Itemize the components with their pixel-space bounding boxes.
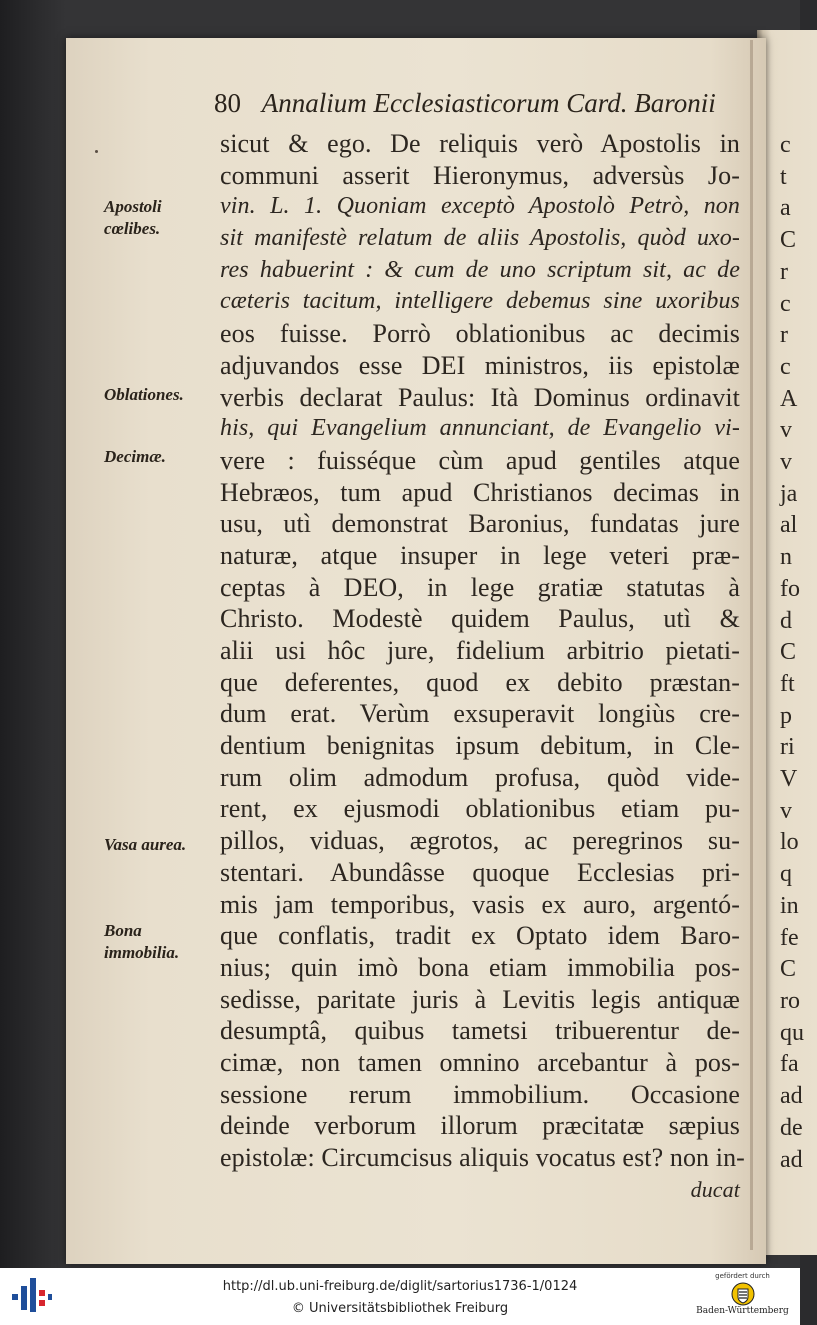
- facing-page-glyph: r: [780, 322, 788, 349]
- margin-note-apostoli: Apostoli cœlibes.: [104, 197, 162, 238]
- facing-page-glyph: v: [780, 417, 792, 444]
- main-text: [220, 128, 745, 1205]
- facing-page-glyph: ro: [780, 987, 800, 1014]
- facing-page-glyph: a: [780, 195, 791, 222]
- facing-page-glyph: fo: [780, 575, 800, 602]
- text-line: eos fuisse. Porrò oblationibus ac decimis: [220, 319, 740, 349]
- facing-page-glyph: lo: [780, 829, 799, 856]
- text-line: usu, utì demonstrat Baronius, fundatas jure: [220, 509, 740, 539]
- facing-page-glyph: in: [780, 892, 799, 919]
- text-line: adjuvandos esse DEI ministros, iis epistolæ: [220, 350, 740, 380]
- text-line: naturæ, atque insuper in lege veteri præ-: [220, 540, 740, 570]
- text-line: rent, ex ejusmodi oblationibus etiam pu-: [220, 794, 740, 824]
- facing-page-glyph: C: [780, 227, 797, 254]
- margin-note-oblationes: Oblationes.: [104, 385, 184, 404]
- facing-page-glyph: C: [780, 639, 797, 666]
- facing-page-glyph: c: [780, 290, 791, 317]
- facing-page-glyph: q: [780, 861, 792, 888]
- facing-page-glyph: ri: [780, 734, 795, 761]
- permalink[interactable]: http://dl.ub.uni-freiburg.de/diglit/sartorius1736-1/0124: [222, 1279, 578, 1294]
- facing-page-glyph: fe: [780, 924, 799, 951]
- facing-page-glyph: C: [780, 956, 797, 983]
- facing-page-glyph: v: [780, 449, 792, 476]
- running-title: Annalium Ecclesiasticorum Card. Baronii: [261, 88, 716, 118]
- margin-note-decimae: Decimæ.: [104, 447, 166, 466]
- text-line: cæteris tacitum, intelligere debemus sine uxoribus: [220, 288, 740, 315]
- running-head: [214, 88, 716, 124]
- text-line: alii usi hôc jure, fidelium arbitrio pietati-: [220, 636, 740, 665]
- funding-badge: [695, 1270, 790, 1323]
- text-line: pillos, viduas, ægrotos, ac peregrinos su-: [220, 826, 740, 856]
- text-line: sit manifestè relatum de aliis Apostolis, quòd uxo-: [220, 225, 740, 252]
- text-line: Hebræos, tum apud Christianos decimas in: [220, 477, 740, 507]
- text-line: ceptas à DEO, in lege gratiæ statutas à: [220, 572, 740, 602]
- state-label: Baden-Württemberg: [696, 1306, 789, 1316]
- page-number: 80: [214, 88, 241, 118]
- text-line: vere : fuisséque cùm apud gentiles atque: [220, 445, 740, 475]
- text-line: nius; quin imò bona etiam immobilia pos-: [220, 952, 740, 982]
- text-line: rum olim admodum profusa, quòd vide-: [220, 762, 740, 792]
- text-line: que conflatis, tradit ex Optato idem Baro-: [220, 921, 740, 951]
- text-line: sessione rerum immobilium. Occasione: [220, 1079, 740, 1109]
- text-line: dentium benignitas ipsum debitum, in Cle-: [220, 731, 740, 761]
- facing-page-glyph: ft: [780, 670, 795, 697]
- facing-page-glyph: de: [780, 1114, 803, 1141]
- facing-page-glyph: p: [780, 702, 792, 729]
- facing-page-glyph: al: [780, 512, 798, 539]
- text-line: sicut & ego. De reliquis verò Apostolis in: [220, 129, 740, 158]
- ink-speck: [95, 150, 98, 153]
- text-line: stentari. Abundâsse quoque Ecclesias pri-: [220, 857, 740, 887]
- text-line: mis jam temporibus, vasis ex auro, argentó-: [220, 889, 740, 919]
- copyright: © Universitätsbibliothek Freiburg: [291, 1301, 509, 1316]
- margin-note-vasa: Vasa aurea.: [104, 835, 187, 854]
- catchword: ducat: [690, 1176, 740, 1202]
- text-line: his, qui Evangelium annunciant, de Evangelio vi-: [220, 415, 740, 442]
- text-line: communi asserit Hieronymus, adversùs Jo-: [220, 160, 740, 190]
- state-seal-icon: [731, 1282, 755, 1306]
- text-line: cimæ, non tamen omnino arcebantur à pos-: [220, 1047, 740, 1077]
- facing-page-glyph: A: [780, 385, 798, 412]
- facing-page-glyph: qu: [780, 1019, 804, 1046]
- text-line: sedisse, paritate juris à Levitis legis antiquæ: [220, 984, 740, 1014]
- margin-note-bona: Bona immobilia.: [104, 921, 180, 962]
- text-line: epistolæ: Circumcisus aliquis vocatus est? non in-: [220, 1143, 745, 1172]
- text-line: que deferentes, quod ex debito præstan-: [220, 667, 740, 697]
- facing-page-glyph: r: [780, 258, 788, 285]
- facing-page-glyph: d: [780, 607, 792, 634]
- facing-page-glyph: ad: [780, 1146, 803, 1173]
- facing-page-glyph: v: [780, 797, 792, 824]
- facing-page-glyph: t: [780, 163, 787, 190]
- facing-page-glyph: c: [780, 132, 791, 158]
- text-line: desumptâ, quibus tametsi tribuerentur de-: [220, 1016, 740, 1046]
- text-line: vin. L. 1. Quoniam exceptò Apostolò Petrò, non: [220, 193, 740, 220]
- facing-page-glyph: n: [780, 544, 792, 571]
- facing-page-glyph: c: [780, 353, 791, 380]
- text-line: dum erat. Verùm exsuperavit longiùs cre-: [220, 699, 740, 729]
- viewer-footer: [0, 1268, 800, 1325]
- funded-by-label: gefördert durch: [715, 1272, 770, 1280]
- facing-page-glyph: fa: [780, 1051, 799, 1078]
- facing-page-glyph: ad: [780, 1083, 803, 1110]
- facing-page-glyph: V: [780, 766, 798, 793]
- page-gutter: [750, 40, 753, 1250]
- text-line: deinde verborum illorum præcitatæ sæpius: [220, 1111, 740, 1141]
- text-line: res habuerint : & cum de uno scriptum sit, ac de: [220, 256, 740, 283]
- facing-page-text: [780, 130, 804, 1176]
- facing-page-glyph: ja: [780, 480, 798, 507]
- text-line: Christo. Modestè quidem Paulus, utì &: [220, 604, 740, 634]
- text-line: verbis declarat Paulus: Ità Dominus ordinavit: [220, 382, 740, 412]
